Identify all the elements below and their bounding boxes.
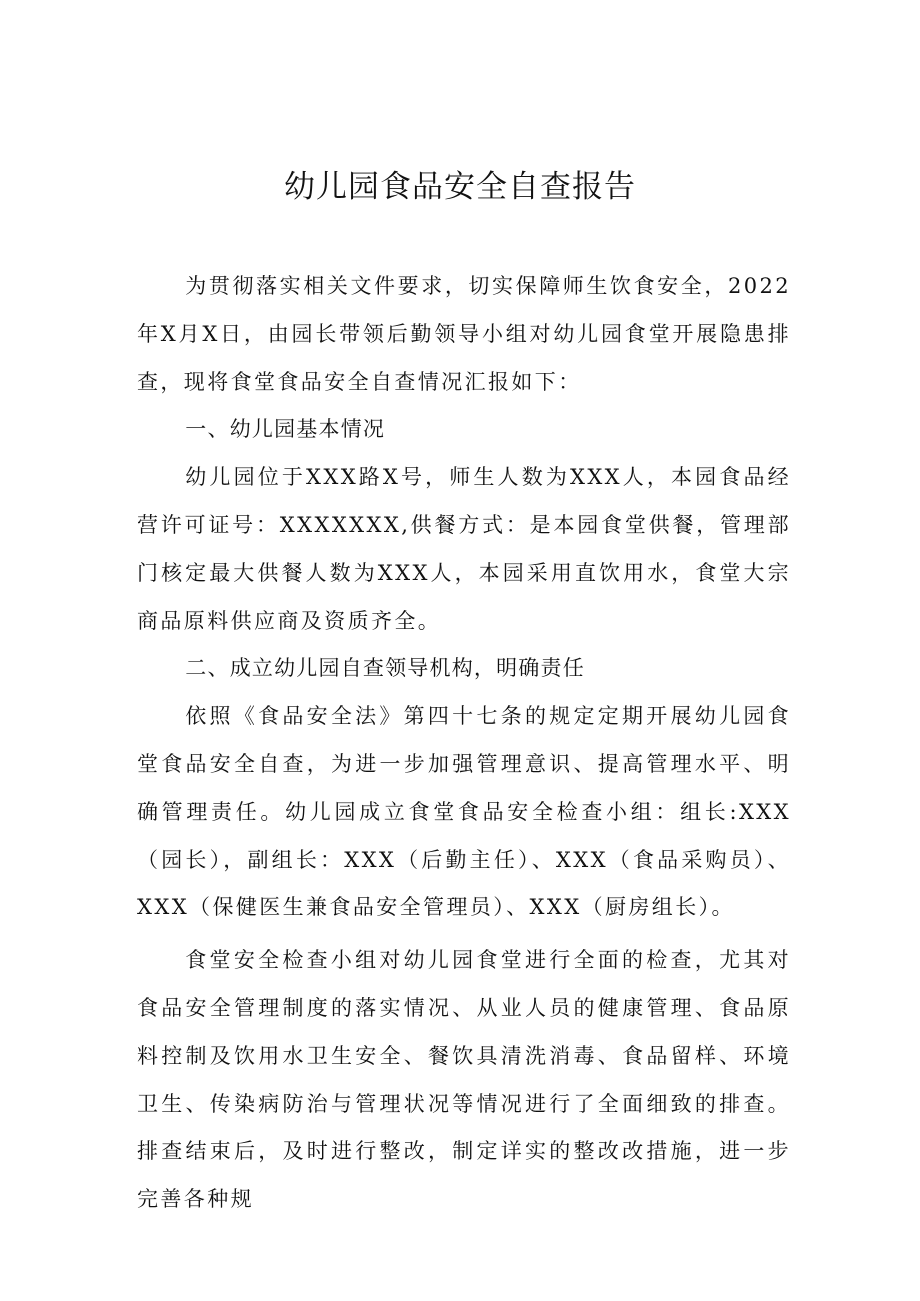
intro-paragraph: 为贯彻落实相关文件要求，切实保障师生饮食安全，2022年X月X日，由园长带领后勤领导小组对幼儿园食堂开展隐患排查，现将食堂食品安全自查情况汇报如下： (137, 274, 791, 394)
inspection-paragraph: 食堂安全检查小组对幼儿园食堂进行全面的检查，尤其对食品安全管理制度的落实情况、从业人员的健康管理、食品原料控制及饮用水卫生安全、餐饮具清洗消毒、食品留样、环境卫生、传染病防治与管理状况等情况进行了全面细致的排查。排查结束后，及时进行整改，制定详实的整改改措施，进一步完善各种规 (137, 948, 791, 1212)
leadership-paragraph: 依照《食品安全法》第四十七条的规定定期开展幼儿园食堂食品安全自查，为进一步加强管理意识、提高管理水平、明确管理责任。幼儿园成立食堂食品安全检查小组：组长:XXX（园长），副组长：XXX（后勤主任）、XXX（食品采购员）、XXX（保健医生兼食品安全管理员）、XXX（厨房组长）。 (137, 704, 791, 920)
basic-info-paragraph: 幼儿园位于XXX路X号，师生人数为XXX人，本园食品经营许可证号：XXXXXXX,供餐方式：是本园食堂供餐，管理部门核定最大供餐人数为XXX人，本园采用直饮用水，食堂大宗商品原料供应商及资质齐全。 (137, 465, 791, 633)
section-heading-leadership: 二、成立幼儿园自查领导机构，明确责任 (185, 656, 585, 681)
document-title: 幼儿园食品安全自查报告 (284, 169, 636, 205)
document-body (137, 263, 791, 1224)
section-heading-basic-info: 一、幼儿园基本情况 (185, 417, 386, 442)
